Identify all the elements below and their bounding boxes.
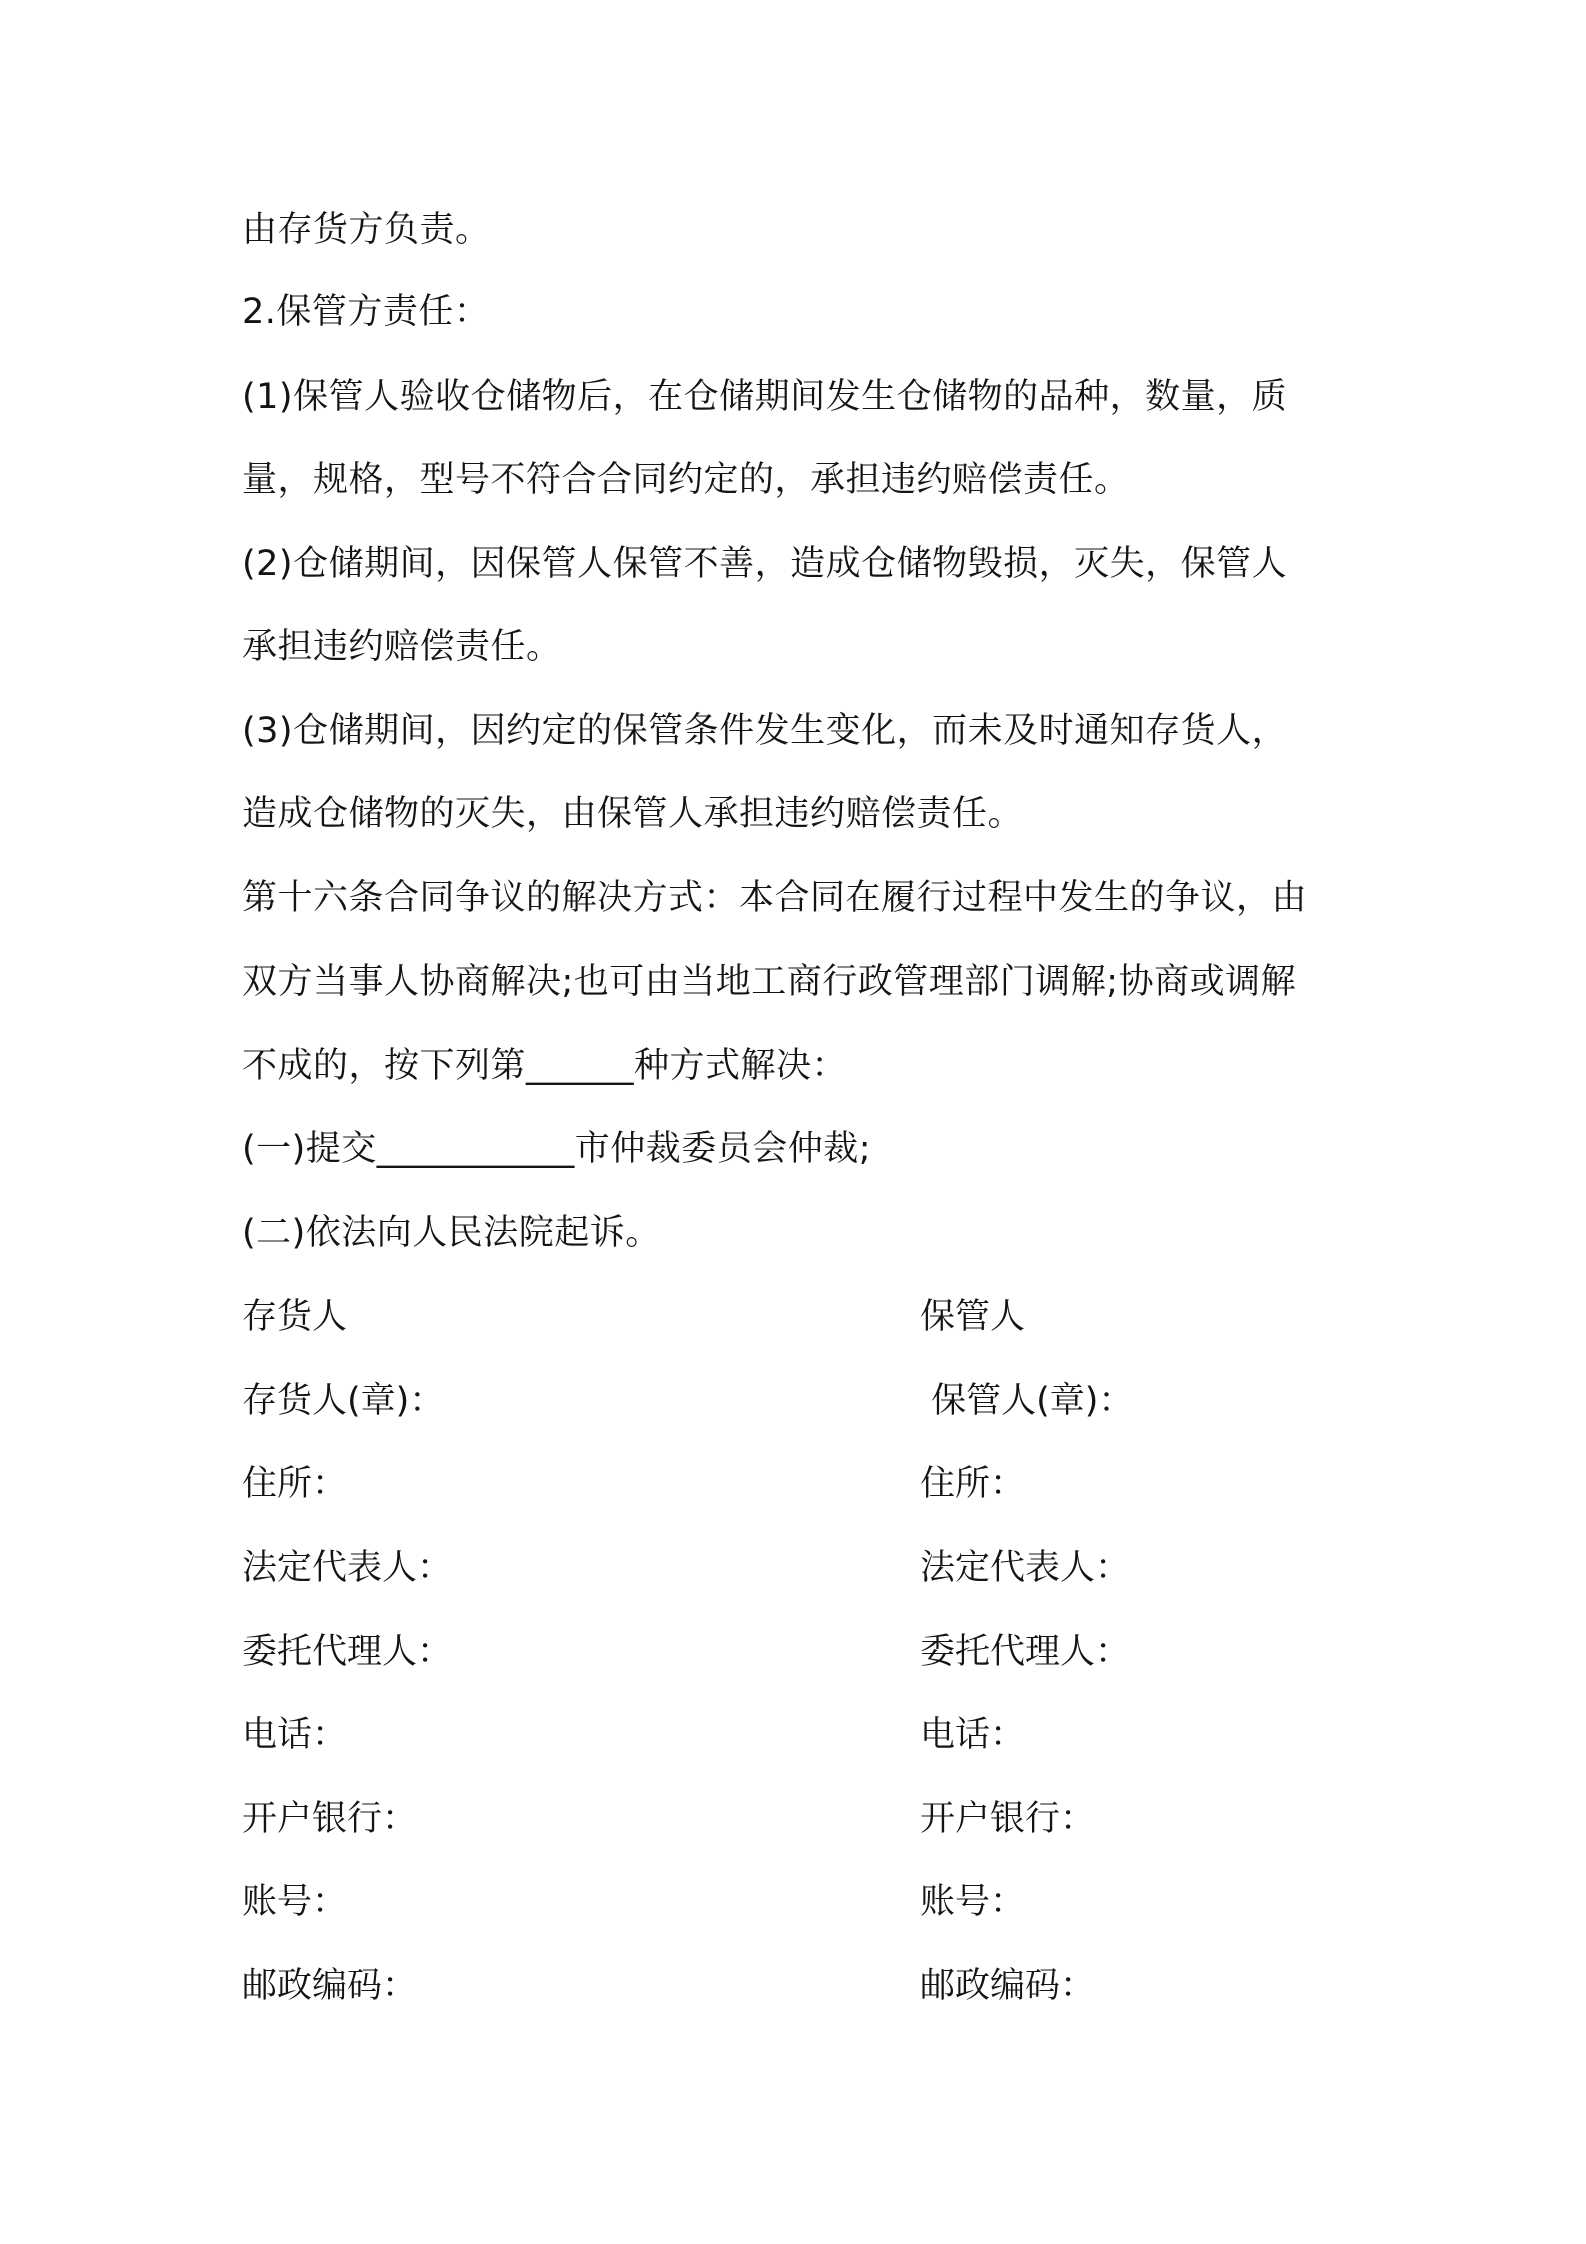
depositor-agent-field: 委托代理人： <box>242 1632 453 1672</box>
depositor-address-field: 住所： <box>242 1464 348 1504</box>
body-line-5: (2)仓储期间，因保管人保管不善，造成仓储物毁损，灭失，保管人 <box>242 544 1288 584</box>
body-line-8: 造成仓储物的灭失，由保管人承担违约赔偿责任。 <box>242 794 1024 834</box>
depositor-bank-field: 开户银行： <box>242 1799 418 1839</box>
depositor-seal-field: 存货人(章)： <box>242 1381 445 1421</box>
depositor-postcode-field: 邮政编码： <box>242 1966 418 2006</box>
body-line-6: 承担违约赔偿责任。 <box>242 627 562 667</box>
article-16-line-1: 第十六条合同争议的解决方式：本合同在履行过程中发生的争议，由 <box>242 878 1308 918</box>
custodian-seal-field: 保管人(章)： <box>920 1381 1134 1421</box>
custodian-postcode-field: 邮政编码： <box>920 1966 1096 2006</box>
body-line-1: 由存货方负责。 <box>242 210 491 250</box>
custodian-legal-rep-field: 法定代表人： <box>920 1548 1131 1588</box>
article-16-line-3: 不成的，按下列第______种方式解决： <box>242 1046 848 1086</box>
section-heading-custodian-liability: 2.保管方责任： <box>242 292 490 332</box>
option-litigation: (二)依法向人民法院起诉。 <box>242 1213 661 1253</box>
depositor-heading: 存货人 <box>242 1297 348 1337</box>
body-line-7: (3)仓储期间，因约定的保管条件发生变化，而未及时通知存货人， <box>242 711 1288 751</box>
custodian-heading: 保管人 <box>920 1297 1026 1337</box>
body-line-4: 量，规格，型号不符合合同约定的，承担违约赔偿责任。 <box>242 460 1130 500</box>
custodian-phone-field: 电话： <box>920 1715 1026 1755</box>
depositor-account-field: 账号： <box>242 1882 348 1922</box>
custodian-bank-field: 开户银行： <box>920 1799 1096 1839</box>
custodian-address-field: 住所： <box>920 1464 1026 1504</box>
article-16-line-2: 双方当事人协商解决;也可由当地工商行政管理部门调解;协商或调解 <box>242 962 1297 1002</box>
depositor-legal-rep-field: 法定代表人： <box>242 1548 453 1588</box>
custodian-account-field: 账号： <box>920 1882 1026 1922</box>
body-line-3: (1)保管人验收仓储物后，在仓储期间发生仓储物的品种，数量，质 <box>242 377 1288 417</box>
depositor-phone-field: 电话： <box>242 1715 348 1755</box>
option-arbitration: (一)提交___________市仲裁委员会仲裁; <box>242 1129 872 1169</box>
custodian-agent-field: 委托代理人： <box>920 1632 1131 1672</box>
